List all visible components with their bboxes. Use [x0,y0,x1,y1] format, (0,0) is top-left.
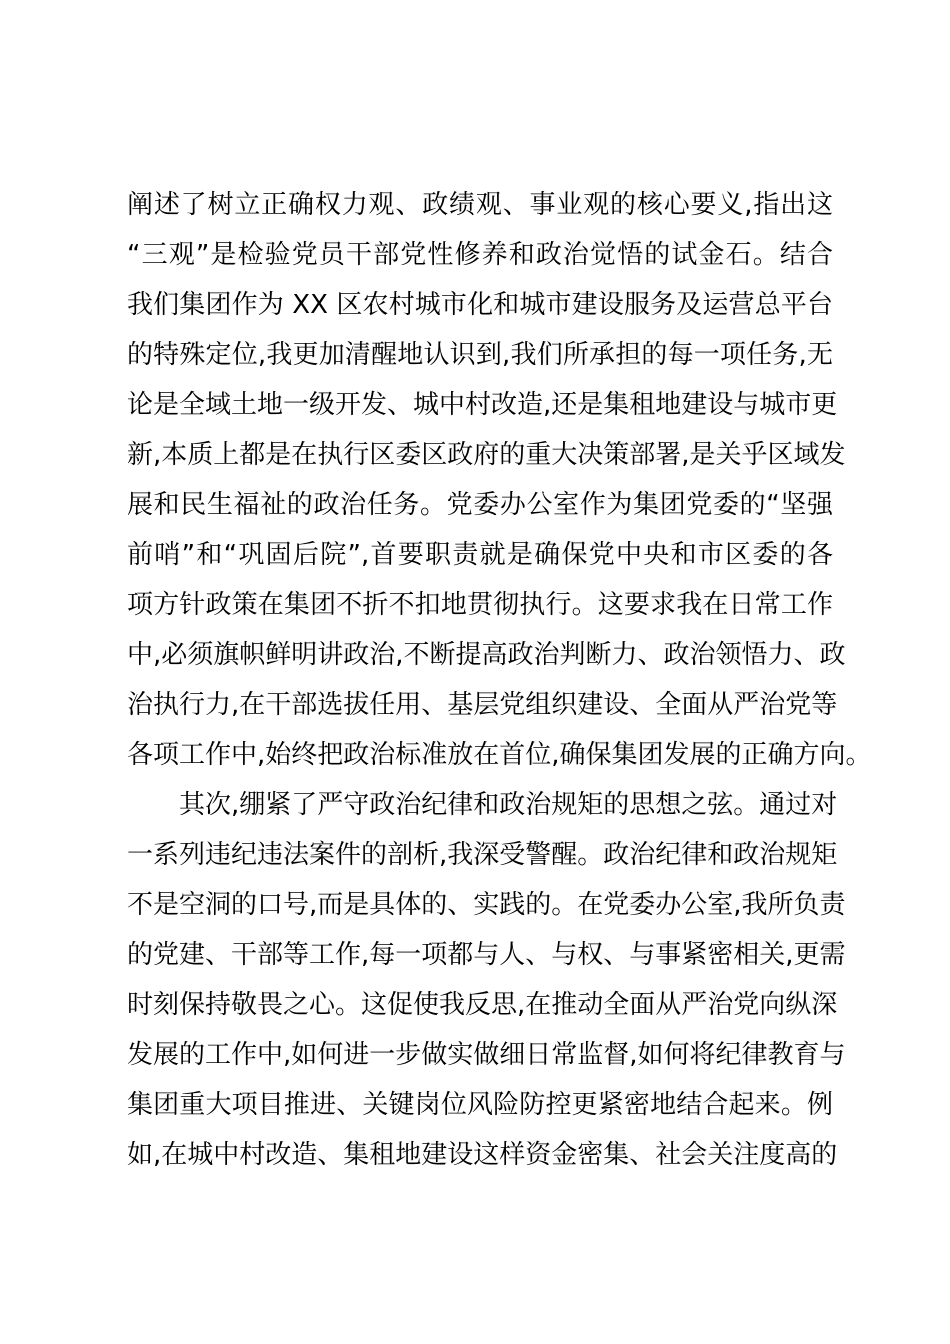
paragraph-line: 如,在城中村改造、集租地建设这样资金密集、社会关注度高的 [127,1140,838,1170]
paragraph-2 [127,780,846,1180]
paragraph-line: 的党建、干部等工作,每一项都与人、与权、与事紧密相关,更需 [127,940,846,970]
paragraph-line: 阐述了树立正确权力观、政绩观、事业观的核心要义,指出这 [127,190,833,220]
paragraph-line: 一系列违纪违法案件的剖析,我深受警醒。政治纪律和政治规矩 [127,840,838,870]
paragraph-line: 发展的工作中,如何进一步做实做细日常监督,如何将纪律教育与 [127,1040,846,1070]
paragraph-1 [127,180,872,780]
paragraph-line: 治执行力,在干部选拔任用、基层党组织建设、全面从严治党等 [127,690,838,720]
paragraph-line: 其次,绷紧了严守政治纪律和政治规矩的思想之弦。通过对 [179,790,838,820]
paragraph-line: 论是全域土地一级开发、城中村改造,还是集租地建设与城市更 [127,390,838,420]
paragraph-line: 项方针政策在集团不折不扣地贯彻执行。这要求我在日常工作 [127,590,833,620]
paragraph-line: 展和民生福祉的政治任务。党委办公室作为集团党委的“坚强 [127,490,833,520]
paragraph-line: 新,本质上都是在执行区委区政府的重大决策部署,是关乎区域发 [127,440,846,470]
paragraph-line: 不是空洞的口号,而是具体的、实践的。在党委办公室,我所负责 [127,890,846,920]
paragraph-line: “三观”是检验党员干部党性修养和政治觉悟的试金石。结合 [127,240,833,270]
paragraph-line: 中,必须旗帜鲜明讲政治,不断提高政治判断力、政治领悟力、政 [127,640,846,670]
paragraph-line: 前哨”和“巩固后院”,首要职责就是确保党中央和市区委的各 [127,540,833,570]
paragraph-line: 我们集团作为 XX 区农村城市化和城市建设服务及运营总平台 [127,290,833,320]
paragraph-line: 时刻保持敬畏之心。这促使我反思,在推动全面从严治党向纵深 [127,990,838,1020]
paragraph-line: 集团重大项目推进、关键岗位风险防控更紧密地结合起来。例 [127,1090,833,1120]
paragraph-line: 的特殊定位,我更加清醒地认识到,我们所承担的每一项任务,无 [127,340,833,370]
paragraph-line: 各项工作中,始终把政治标准放在首位,确保集团发展的正确方向。 [127,740,872,770]
